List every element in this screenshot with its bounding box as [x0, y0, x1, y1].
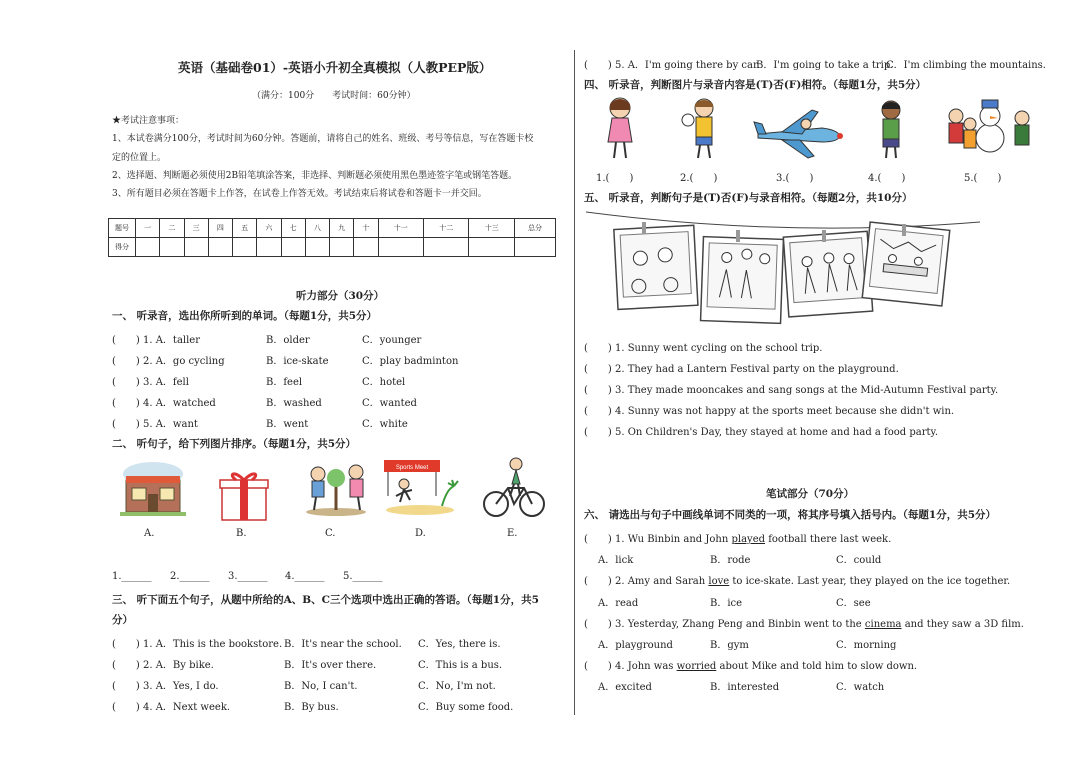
score-input-cell[interactable]: [305, 238, 329, 257]
gift-box-picture: [218, 468, 270, 522]
girl-picture: [600, 96, 640, 162]
section-1-title: 一、 听录音，选出你所听到的单词。（每题1分，共5分）: [112, 310, 378, 322]
question-stem[interactable]: ( ) 1. A．taller: [112, 335, 200, 346]
writing-heading: 笔试部分（70分）: [766, 488, 855, 500]
option-b[interactable]: B．By bus.: [284, 702, 339, 713]
option-c[interactable]: C．hotel: [362, 377, 406, 388]
question-stem[interactable]: ( ) 5. A．I'm going there by car.: [584, 60, 760, 71]
score-table: [108, 218, 556, 257]
judge-item[interactable]: ( ) 2. They had a Lantern Festival party on the playground.: [584, 364, 899, 375]
question-stem[interactable]: [584, 530, 891, 545]
boy-soccer-picture: [680, 96, 722, 162]
option-b[interactable]: B．went: [266, 419, 309, 430]
stem-text: ( ) 3. Yesterday, Zhang Peng and Binbin went to the: [584, 619, 865, 630]
option-b[interactable]: B．gym: [710, 640, 749, 651]
option-b[interactable]: B．No, I can't.: [284, 681, 358, 692]
table-cell: 得分: [109, 238, 136, 257]
table-cell: 十三: [469, 219, 515, 238]
option-a[interactable]: A．excited: [598, 682, 652, 693]
option-b[interactable]: B．interested: [710, 682, 780, 693]
answer-blank[interactable]: 4.( ): [868, 173, 906, 184]
score-input-cell[interactable]: [469, 238, 515, 257]
option-a[interactable]: A．lick: [598, 555, 634, 566]
table-cell: 总分: [515, 219, 556, 238]
section-3-title: 三、 听下面五个句子，从题中所给的A、B、C三个选项中选出正确的答语。（每题1分，共5: [112, 594, 539, 606]
cyclist-picture: [480, 454, 548, 520]
picture-label: A.: [144, 528, 155, 539]
option-c[interactable]: C．Yes, there is.: [418, 639, 501, 650]
option-a[interactable]: A．playground: [598, 640, 673, 651]
option-b[interactable]: B．It's near the school.: [284, 639, 402, 650]
option-b[interactable]: B．rode: [710, 555, 751, 566]
score-input-cell[interactable]: [330, 238, 354, 257]
answer-blank[interactable]: 3.( ): [776, 173, 814, 184]
option-c[interactable]: C．watch: [836, 682, 885, 693]
option-b[interactable]: B．washed: [266, 398, 322, 409]
table-cell: 一: [136, 219, 160, 238]
score-input-cell[interactable]: [233, 238, 257, 257]
score-input-cell[interactable]: [160, 238, 184, 257]
kids-planting-tree-picture: [296, 460, 378, 518]
section-6-title: 六、 请选出与句子中画线单词不同类的一项，将其序号填入括号内。（每题1分，共5分）: [584, 509, 997, 521]
option-a[interactable]: A．read: [598, 598, 639, 609]
underlined-word: played: [731, 534, 766, 545]
option-b[interactable]: B．I'm going to take a trip.: [756, 60, 894, 71]
option-c[interactable]: C．white: [362, 419, 408, 430]
table-cell: 四: [208, 219, 232, 238]
banner-text: Sports Meet: [395, 465, 429, 471]
score-input-cell[interactable]: [281, 238, 305, 257]
picture-label: B.: [236, 528, 247, 539]
table-cell: 七: [281, 219, 305, 238]
table-cell: 五: [233, 219, 257, 238]
picture-label: C.: [325, 528, 336, 539]
exam-title: 英语（基础卷01）-英语小升初全真模拟（人教PEP版）: [178, 60, 492, 75]
question-stem[interactable]: ( ) 4. A．watched: [112, 398, 216, 409]
note-line: 2、选择题、判断题必须使用2B铅笔填涂答案，非选择、判断题必须使用黑色墨迹签字笔或钢笔答题。: [112, 171, 518, 181]
stem-text: to ice-skate. Last year, they played on the ice together.: [729, 576, 1011, 587]
judge-item[interactable]: ( ) 4. Sunny was not happy at the sports meet because she didn't win.: [584, 406, 955, 417]
score-input-cell[interactable]: [184, 238, 208, 257]
option-c[interactable]: C．play badminton: [362, 356, 459, 367]
question-stem[interactable]: [584, 572, 1010, 587]
photo-string-picture: [586, 208, 982, 332]
score-input-cell[interactable]: [354, 238, 378, 257]
underlined-word: love: [708, 576, 730, 587]
underlined-word: worried: [676, 661, 717, 672]
answer-blank[interactable]: 5.( ): [964, 173, 1002, 184]
option-c[interactable]: C．Buy some food.: [418, 702, 514, 713]
score-table-header-row: [109, 219, 556, 238]
question-stem[interactable]: ( ) 2. A．go cycling: [112, 356, 225, 367]
table-cell: 三: [184, 219, 208, 238]
question-stem[interactable]: ( ) 4. A．Next week.: [112, 702, 231, 713]
question-stem[interactable]: ( ) 3. A．fell: [112, 377, 189, 388]
note-line: 3、所有题目必须在答题卡上作答，在试卷上作答无效。考试结束后将试卷和答题卡一并交回。: [112, 189, 487, 199]
boy-standing-picture: [872, 98, 910, 160]
section-2-title: 二、 听句子，给下列图片排序。（每题1分，共5分）: [112, 438, 357, 450]
question-stem[interactable]: [584, 657, 917, 672]
option-c[interactable]: C．younger: [362, 335, 422, 346]
table-cell: 十二: [423, 219, 468, 238]
option-c[interactable]: C．No, I'm not.: [418, 681, 496, 692]
stem-text: football there last week.: [765, 534, 892, 545]
section-3-title-cont: 分）: [112, 614, 133, 626]
bookstore-picture: [118, 458, 188, 518]
answer-blank[interactable]: 1.( ): [596, 173, 634, 184]
picture-label: D.: [415, 528, 426, 539]
answer-blank[interactable]: 3.______: [228, 571, 268, 582]
option-b[interactable]: B．ice: [710, 598, 743, 609]
airplane-picture: [752, 104, 848, 162]
table-cell: 十一: [378, 219, 423, 238]
stem-text: ( ) 1. Wu Binbin and John: [584, 534, 732, 545]
underlined-word: cinema: [864, 619, 902, 630]
table-cell: 二: [160, 219, 184, 238]
option-c[interactable]: C．could: [836, 555, 882, 566]
score-input-cell[interactable]: [136, 238, 160, 257]
answer-blank[interactable]: 4.______: [285, 571, 325, 582]
sports-meet-picture: [380, 456, 462, 518]
score-input-cell[interactable]: [423, 238, 468, 257]
listening-heading: 听力部分（30分）: [296, 290, 385, 302]
option-b[interactable]: B．older: [266, 335, 310, 346]
stem-text: ( ) 4. John was: [584, 661, 677, 672]
question-stem[interactable]: ( ) 3. A．Yes, I do.: [112, 681, 219, 692]
answer-blank[interactable]: 2.( ): [680, 173, 718, 184]
snowman-kids-picture: [942, 94, 1036, 158]
table-cell: 九: [330, 219, 354, 238]
answer-blank[interactable]: 5.______: [343, 571, 383, 582]
note-line: 1、本试卷满分100分，考试时间为60分钟。答题前，请将自己的姓名、班级、考号等信息，写在答题卡校: [112, 134, 534, 144]
table-cell: 六: [257, 219, 281, 238]
stem-text: about Mike and told him to slow down.: [716, 661, 918, 672]
score-table-score-row: [109, 238, 556, 257]
exam-meta: （满分：100分 考试时间：60分钟）: [252, 91, 416, 101]
notes-heading: ★考试注意事项：: [112, 116, 185, 126]
judge-item[interactable]: ( ) 1. Sunny went cycling on the school trip.: [584, 343, 823, 354]
section-5-title: 五、 听录音，判断句子是(T)否(F)与录音相符。（每题2分，共10分）: [584, 192, 913, 204]
section-4-title: 四、 听录音，判断图片与录音内容是(T)否(F)相符。（每题1分，共5分）: [584, 79, 927, 91]
option-b[interactable]: B．It's over there.: [284, 660, 377, 671]
option-c[interactable]: C．see: [836, 598, 871, 609]
note-line: 定的位置上。: [112, 153, 167, 163]
option-b[interactable]: B．feel: [266, 377, 303, 388]
score-input-cell[interactable]: [257, 238, 281, 257]
question-stem[interactable]: [584, 615, 1024, 630]
table-cell: 题号: [109, 219, 136, 238]
score-input-cell[interactable]: [378, 238, 423, 257]
judge-item[interactable]: ( ) 5. On Children's Day, they stayed at home and had a food party.: [584, 427, 939, 438]
table-cell: 十: [354, 219, 378, 238]
question-stem[interactable]: ( ) 5. A．want: [112, 419, 198, 430]
table-cell: 八: [305, 219, 329, 238]
column-divider: [574, 50, 575, 715]
option-c[interactable]: C．wanted: [362, 398, 417, 409]
judge-item[interactable]: ( ) 3. They made mooncakes and sang songs at the Mid-Autumn Festival party.: [584, 385, 999, 396]
option-c[interactable]: C．I'm climbing the mountains.: [886, 60, 1046, 71]
answer-blank[interactable]: 2.______: [170, 571, 210, 582]
stem-text: ( ) 2. Amy and Sarah: [584, 576, 709, 587]
score-input-cell[interactable]: [515, 238, 556, 257]
option-c[interactable]: C．This is a bus.: [418, 660, 503, 671]
score-input-cell[interactable]: [208, 238, 232, 257]
picture-label: E.: [507, 528, 518, 539]
answer-blank[interactable]: 1.______: [112, 571, 152, 582]
option-b[interactable]: B．ice-skate: [266, 356, 329, 367]
option-c[interactable]: C．morning: [836, 640, 897, 651]
question-stem[interactable]: ( ) 2. A．By bike.: [112, 660, 214, 671]
question-stem[interactable]: ( ) 1. A．This is the bookstore.: [112, 639, 283, 650]
stem-text: and they saw a 3D film.: [901, 619, 1024, 630]
